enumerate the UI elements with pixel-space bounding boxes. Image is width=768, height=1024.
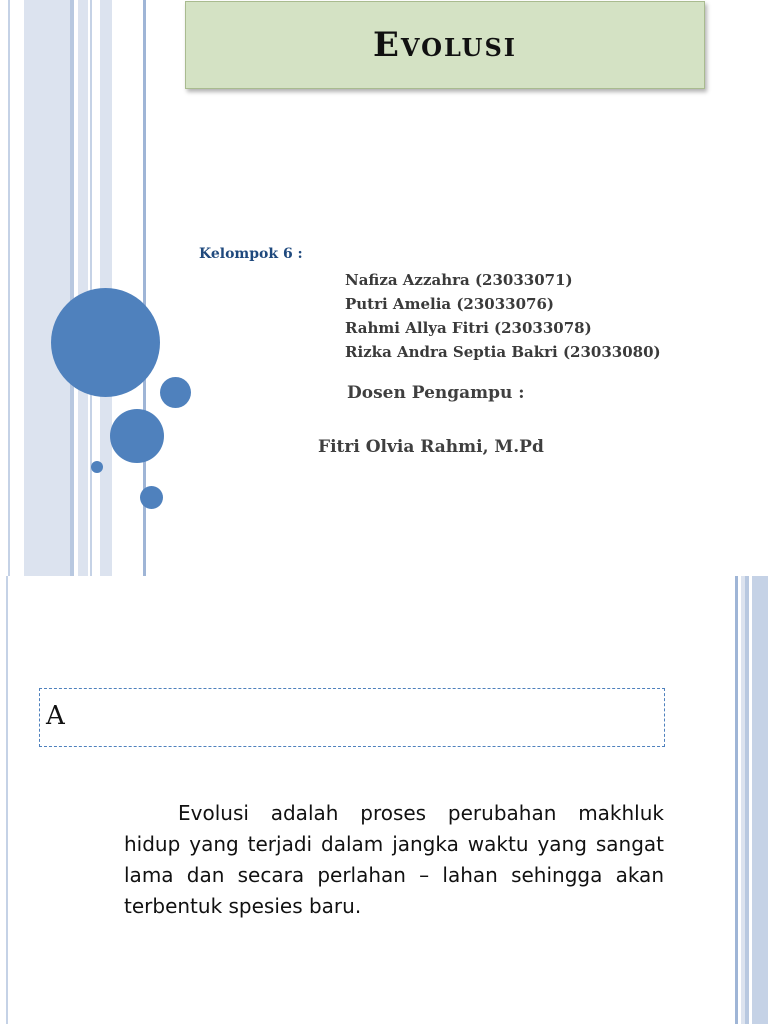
decorative-stripe — [24, 0, 70, 576]
decorative-stripe — [752, 576, 768, 1024]
member-item: Rizka Andra Septia Bakri (23033080) — [345, 343, 661, 361]
lecturer-name: Fitri Olvia Rahmi, M.Pd — [318, 437, 544, 457]
decorative-circle — [160, 377, 191, 408]
decorative-stripe — [745, 576, 749, 1024]
decorative-circle — [140, 486, 163, 509]
lecturer-label: Dosen Pengampu : — [347, 383, 525, 403]
content-slide — [0, 576, 768, 1024]
title-box — [185, 1, 705, 89]
member-list — [345, 268, 661, 364]
heading-box — [39, 688, 665, 747]
section-heading: A — [46, 701, 65, 731]
decorative-circle — [110, 409, 164, 463]
member-item: Putri Amelia (23033076) — [345, 295, 555, 313]
decorative-stripe — [70, 0, 74, 576]
group-label: Kelompok 6 : — [199, 246, 303, 262]
decorative-circle — [91, 461, 103, 473]
slide-title: Evolusi — [372, 25, 518, 65]
decorative-stripe — [8, 0, 10, 576]
member-item: Nafiza Azzahra (23033071) — [345, 271, 573, 289]
decorative-stripe — [78, 0, 88, 576]
member-item: Rahmi Allya Fitri (23033078) — [345, 319, 592, 337]
decorative-stripe — [6, 576, 8, 1024]
decorative-stripe — [735, 576, 738, 1024]
decorative-stripe — [90, 0, 92, 576]
definition-paragraph: Evolusi adalah proses perubahan makhluk hidup yang terjadi dalam jangka waktu yang sangat lama dan secara perlahan – lahan sehingga akan terbentuk spesies baru. — [124, 801, 664, 918]
decorative-circle — [51, 288, 160, 397]
